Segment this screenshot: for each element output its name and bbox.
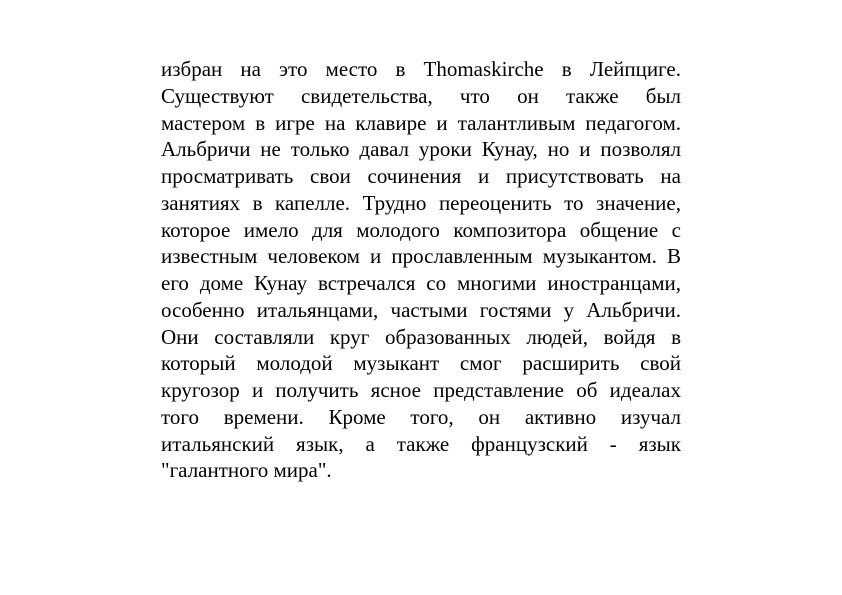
body-paragraph xyxy=(161,56,681,484)
text-line: его доме Кунау встречался со многими иностранцами, xyxy=(161,271,681,295)
text-line: избран на это место в Thomaskirche в Лейпциге. xyxy=(161,57,681,81)
text-line: того времени. Кроме того, он активно изучал xyxy=(161,404,681,429)
text-line: мастером в игре на клавире и талантливым педагогом. xyxy=(161,110,681,135)
text-line: занятиях в капелле. Трудно переоценить то значение, xyxy=(161,190,681,215)
text-line: просматривать свои сочинения и присутствовать на xyxy=(161,164,681,188)
text-line: Существуют свидетельства, что он также был xyxy=(161,83,681,108)
text-line: итальянский язык, а также французский - язык xyxy=(161,431,681,456)
text-line: особенно итальянцами, частыми гостями у Альбричи. xyxy=(161,297,681,322)
text-line: кругозор и получить ясное представление об идеалах xyxy=(161,378,681,402)
text-line: которое имело для молодого композитора общение с xyxy=(161,217,681,242)
text-line: Они составляли круг образованных людей, войдя в xyxy=(161,324,681,349)
text-line: который молодой музыкант смог расширить свой xyxy=(161,351,681,376)
text-line: "галантного мира". xyxy=(161,458,332,483)
text-line: Альбричи не только давал уроки Кунау, но и позволял xyxy=(161,137,681,162)
text-line: известным человеком и прославленным музыкантом. В xyxy=(161,244,681,269)
